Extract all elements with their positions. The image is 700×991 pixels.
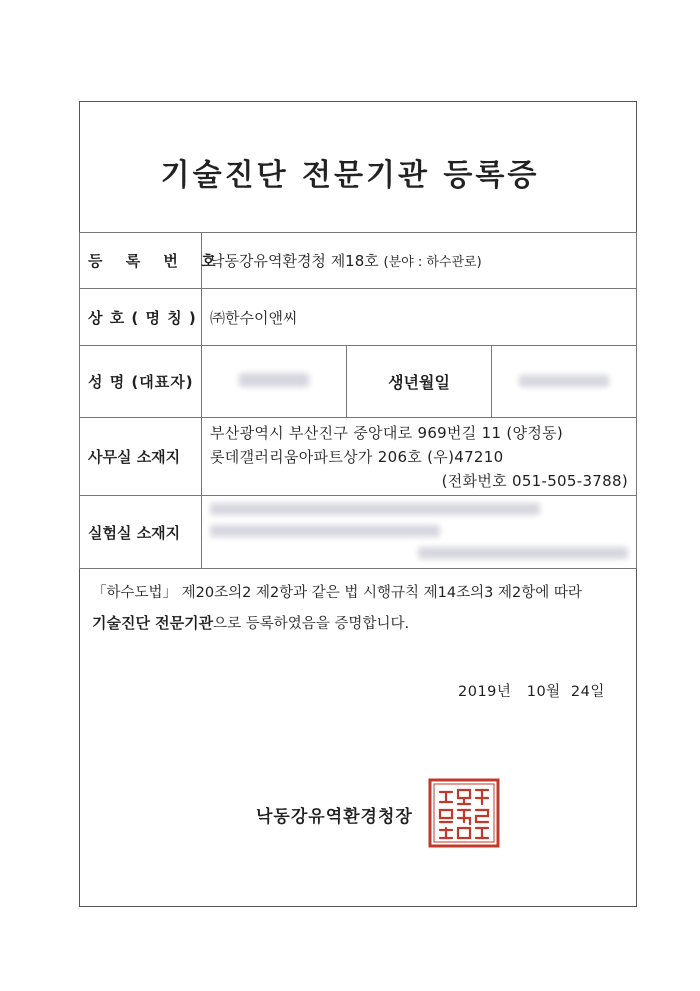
row-office-address — [80, 418, 637, 496]
registration-number: 낙동강유역환경청 제18호 — [210, 252, 379, 270]
value-office-address — [202, 418, 637, 496]
issuer-name: 낙동강유역환경청장 — [256, 807, 413, 827]
row-lab-address — [80, 496, 637, 569]
value-representative-redacted — [202, 346, 347, 418]
office-address-line-1: 부산광역시 부산진구 중앙대로 969번길 11 (양정동) — [210, 423, 564, 442]
redacted-birthdate — [519, 375, 609, 387]
value-lab-address-redacted — [202, 496, 637, 569]
value-registration-number — [202, 233, 637, 289]
registration-field: (분야 : 하수관로) — [383, 255, 482, 270]
office-phone: (전화번호 051-505-3788) — [441, 471, 628, 490]
statement-line-2 — [92, 608, 627, 639]
label-registration-number: 등 록 번 호 — [80, 233, 202, 289]
label-office-address: 사무실 소재지 — [80, 418, 202, 496]
label-representative: 성 명 (대표자) — [80, 346, 202, 418]
label-birthdate: 생년월일 — [347, 346, 492, 418]
registration-info-table — [79, 232, 637, 569]
statement-line-2-rest: 으로 등록하였음을 증명합니다. — [213, 616, 410, 632]
certification-statement — [92, 578, 627, 639]
official-seal-icon — [428, 778, 500, 848]
value-company-name: ㈜한수이앤씨 — [202, 289, 637, 346]
document-title: 기술진단 전문기관 등록증 — [160, 158, 540, 193]
redacted-lab-line-2 — [210, 525, 440, 537]
row-registration-number — [80, 233, 637, 289]
office-address-line-2: 롯데갤러리움아파트상가 206호 (우)47210 — [210, 447, 504, 466]
statement-bold-term: 기술진단 전문기관 — [92, 614, 214, 632]
value-birthdate-redacted — [492, 346, 637, 418]
redacted-lab-phone — [418, 547, 628, 559]
row-representative — [80, 346, 637, 418]
redacted-lab-line-1 — [210, 503, 540, 515]
row-company-name — [80, 289, 637, 346]
issue-date: 2019년 10월 24일 — [458, 684, 605, 700]
label-company-name: 상 호 ( 명 칭 ) — [80, 289, 202, 346]
label-lab-address: 실험실 소재지 — [80, 496, 202, 569]
statement-line-1: 「하수도법」 제20조의2 제2항과 같은 법 시행규칙 제14조의3 제2항에 따라 — [92, 585, 582, 601]
redacted-name — [239, 373, 309, 387]
